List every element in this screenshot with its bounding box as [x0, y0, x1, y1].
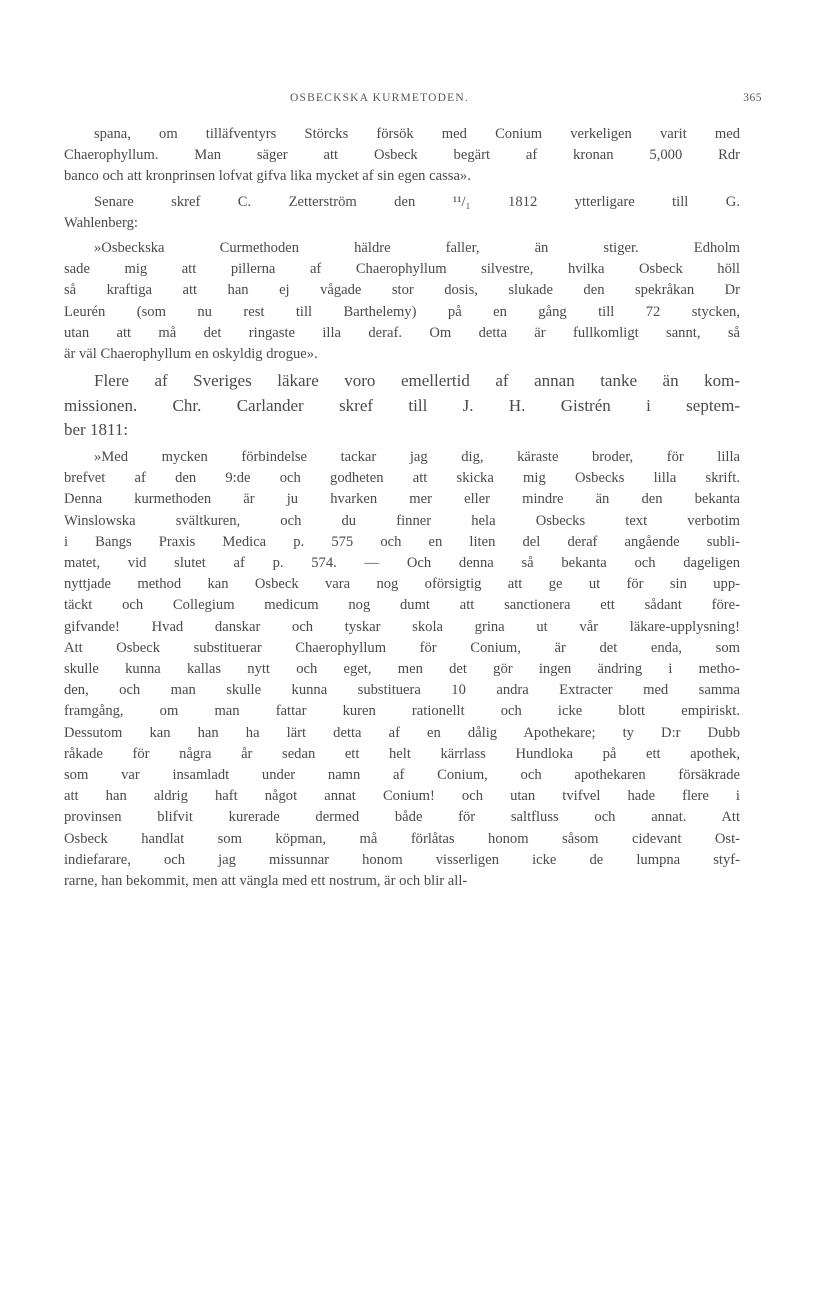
- text-line: Dessutom kan han ha lärt detta af en dålig Apothekare; ty D:r Dubb: [64, 724, 740, 741]
- text-line: matet, vid slutet af p. 574. — Och denna så bekanta och dageligen: [64, 555, 740, 572]
- text-line: att han aldrig haft något annat Conium! och utan tvifvel hade flere i: [64, 788, 740, 805]
- paragraph: [64, 238, 740, 365]
- text-line: framgång, om man fattar kuren rationellt och icke blott empiriskt.: [64, 703, 740, 720]
- text-line: indiefarare, och jag missunnar honom visserligen icke de lumpna styf-: [64, 851, 740, 868]
- text-line: »Med mycken förbindelse tackar jag dig, käraste broder, för lilla: [94, 449, 740, 466]
- text-line: Senare skref C. Zetterström den ¹¹/₁ 1812 ytterligare till G.: [94, 193, 740, 210]
- text-line: Flere af Sveriges läkare voro emellertid af annan tanke än kom-: [94, 371, 740, 391]
- text-line: är väl Chaerophyllum en oskyldig drogue».: [64, 346, 318, 363]
- text-line: så kraftiga att han ej vågade stor dosis, slukade den spekråkan Dr: [64, 282, 740, 299]
- paragraph: [64, 124, 740, 188]
- paragraph: [64, 192, 740, 234]
- text-line: nyttjade method kan Osbeck vara nog oförsigtig att ge ut för sin upp-: [64, 576, 740, 593]
- text-line: Denna kurmethoden är ju hvarken mer eller mindre än den bekanta: [64, 491, 740, 508]
- paragraph: [64, 369, 740, 443]
- running-head: [0, 92, 830, 112]
- text-line: Winslowska svältkuren, och du finner hela Osbecks text verbotim: [64, 512, 740, 529]
- text-line: provinsen blifvit kurerade dermed både för saltfluss och annat. Att: [64, 809, 740, 826]
- text-line: rarne, han bekommit, men att vängla med ett nostrum, är och blir all-: [64, 873, 468, 890]
- body-text: [64, 124, 740, 892]
- text-line: missionen. Chr. Carlander skref till J. H. Gistrén i septem-: [64, 395, 740, 415]
- text-line: som var insamladt under namn af Conium, och apothekaren försäkrade: [64, 767, 740, 784]
- text-line: skulle kunna kallas nytt och eget, men det gör ingen ändring i metho-: [64, 661, 740, 678]
- text-line: brefvet af den 9:de och godheten att skicka mig Osbecks lilla skrift.: [64, 470, 740, 487]
- text-line: banco och att kronprinsen lofvat gifva lika mycket af sin egen cassa».: [64, 168, 471, 185]
- text-line: Chaerophyllum. Man säger att Osbeck begärt af kronan 5,000 Rdr: [64, 147, 740, 164]
- text-line: spana, om tilläfventyrs Störcks försök med Conium verkeligen varit med: [94, 126, 740, 142]
- text-line: täckt och Collegium medicum nog dumt att sanctionera ett sådant före-: [64, 597, 740, 614]
- text-line: ber 1811:: [64, 420, 129, 440]
- text-line: Att Osbeck substituerar Chaerophyllum för Conium, är det enda, som: [64, 639, 740, 656]
- text-line: i Bangs Praxis Medica p. 575 och en liten del deraf angående subli-: [64, 533, 740, 550]
- text-line: Osbeck handlat som köpman, må förlåtas honom såsom cidevant Ost-: [64, 830, 740, 847]
- text-line: Leurén (som nu rest till Barthelemy) på en gång till 72 stycken,: [64, 303, 740, 320]
- text-line: Wahlenberg:: [64, 214, 138, 231]
- text-line: råkade för några år sedan ett helt kärrlass Hundloka på ett apothek,: [64, 745, 740, 762]
- text-line: »Osbeckska Curmethoden häldre faller, än stiger. Edholm: [94, 240, 740, 257]
- page-number: 365: [743, 92, 762, 104]
- text-line: utan att må det ringaste illa deraf. Om detta är fullkomligt sannt, så: [64, 324, 740, 341]
- running-title: OSBECKSKA KURMETODEN.: [290, 92, 469, 104]
- text-line: sade mig att pillerna af Chaerophyllum silvestre, hvilka Osbeck höll: [64, 261, 740, 278]
- text-line: gifvande! Hvad danskar och tyskar skola grina ut vår läkare-upplysning!: [64, 618, 740, 635]
- text-line: den, och man skulle kunna substituera 10 andra Extracter med samma: [64, 682, 740, 699]
- paragraph: [64, 447, 740, 892]
